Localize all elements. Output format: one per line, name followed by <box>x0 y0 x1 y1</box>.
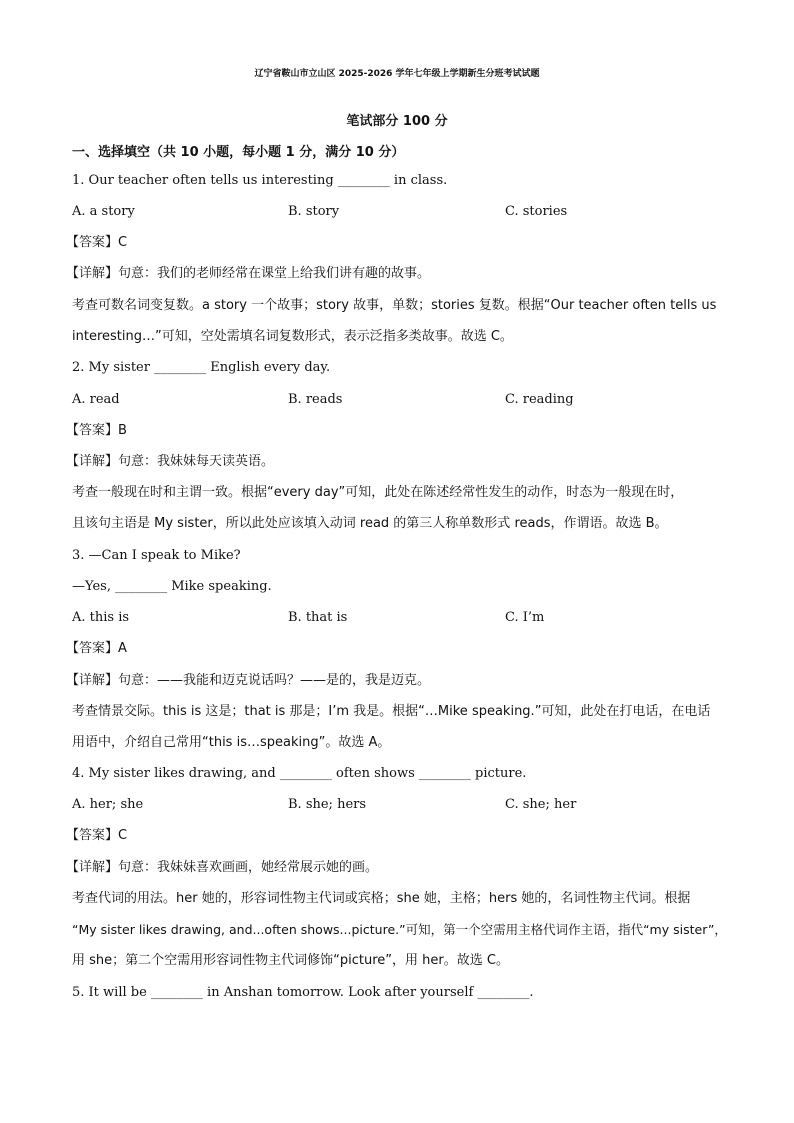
question-3-option-c: C. I’m <box>505 610 545 625</box>
question-3-explanation-line-1: 考查情景交际。this is 这是；that is 那是；I’m 我是。根据“…Mike speaking.”可知，此处在打电话，在电话 <box>72 704 711 719</box>
question-3-stem-line-1: 3. —Can I speak to Mike? <box>72 548 241 563</box>
question-4-option-c: C. she; her <box>505 797 577 812</box>
question-5-stem: 5. It will be ________ in Anshan tomorrow. Look after yourself ________. <box>72 985 534 1000</box>
question-1-explanation-line-2: interesting…”可知，空处需填名词复数形式，表示泛指多类故事。故选 C。 <box>72 329 513 344</box>
question-1-detail: 【详解】句意：我们的老师经常在课堂上给我们讲有趣的故事。 <box>66 266 431 281</box>
question-2-stem: 2. My sister ________ English every day. <box>72 360 331 375</box>
question-1-answer: 【答案】C <box>66 235 128 250</box>
question-1-option-a: A. a story <box>72 204 135 219</box>
page-title: 辽宁省鞍山市立山区 2025-2026 学年七年级上学期新生分班考试试题 <box>254 69 540 79</box>
page-subtitle: 笔试部分 100 分 <box>346 114 448 129</box>
question-4-explanation-line-2: “My sister likes drawing, and...often shows...picture.”可知，第一个空需用主格代词作主语，指代“my sister”， <box>72 922 727 937</box>
question-4-detail: 【详解】句意：我妹妹喜欢画画，她经常展示她的画。 <box>66 860 379 875</box>
question-1-explanation-line-1: 考查可数名词变复数。a story 一个故事；story 故事，单数；stories 复数。根据“Our teacher often tells us <box>72 298 717 313</box>
question-4-stem: 4. My sister likes drawing, and ________ often shows ________ picture. <box>72 766 527 781</box>
question-2-explanation-line-1: 考查一般现在时和主谓一致。根据“every day”可知，此处在陈述经常性发生的动作，时态为一般现在时， <box>72 485 684 500</box>
question-2-option-a: A. read <box>72 392 120 407</box>
question-2-option-b: B. reads <box>288 392 343 407</box>
question-2-explanation-line-2: 且该句主语是 My sister，所以此处应该填入动词 read 的第三人称单数形式 reads，作谓语。故选 B。 <box>72 516 668 531</box>
question-3-detail: 【详解】句意：——我能和迈克说话吗？——是的，我是迈克。 <box>66 673 431 688</box>
question-1-option-c: C. stories <box>505 204 568 219</box>
question-3-answer: 【答案】A <box>66 641 127 656</box>
question-4-option-a: A. her; she <box>72 797 144 812</box>
question-4-answer: 【答案】C <box>66 828 128 843</box>
question-2-answer: 【答案】B <box>66 423 127 438</box>
question-3-option-a: A. this is <box>72 610 130 625</box>
question-4-explanation-line-3: 用 she；第二个空需用形容词性物主代词修饰“picture”，用 her。故选 C。 <box>72 953 509 968</box>
question-2-option-c: C. reading <box>505 392 574 407</box>
question-3-option-b: B. that is <box>288 610 348 625</box>
question-3-explanation-line-2: 用语中，介绍自己常用“this is…speaking”。故选 A。 <box>72 735 391 750</box>
section-heading: 一、选择填空（共 10 小题，每小题 1 分，满分 10 分） <box>72 145 405 160</box>
question-3-stem-line-2: —Yes, ________ Mike speaking. <box>72 579 272 594</box>
question-4-explanation-line-1: 考查代词的用法。her 她的，形容词性物主代词或宾格；she 她，主格；hers 她的，名词性物主代词。根据 <box>72 891 691 906</box>
question-1-option-b: B. story <box>288 204 340 219</box>
question-2-detail: 【详解】句意：我妹妹每天读英语。 <box>66 454 275 469</box>
question-1-stem: 1. Our teacher often tells us interesting ________ in class. <box>72 173 448 188</box>
question-4-option-b: B. she; hers <box>288 797 367 812</box>
